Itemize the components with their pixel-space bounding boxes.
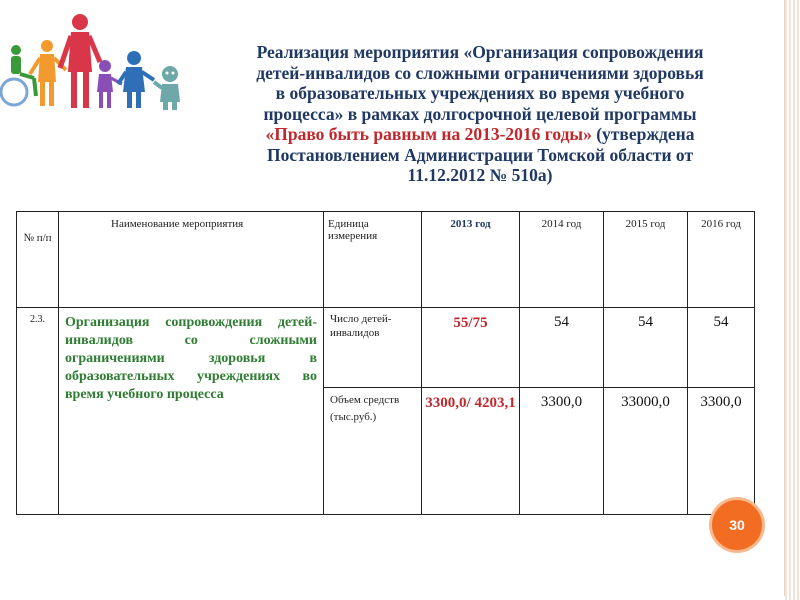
value-2015-children: 54 xyxy=(604,308,688,388)
red-figure xyxy=(60,14,100,108)
header-unit: Единица измерения xyxy=(324,212,422,308)
value-2014-children: 54 xyxy=(520,308,604,388)
slide-title xyxy=(200,42,760,186)
orange-figure xyxy=(30,40,66,106)
title-line xyxy=(200,124,760,145)
header-num: № п/п xyxy=(17,212,59,308)
header-2014: 2014 год xyxy=(520,212,604,308)
title-line: 11.12.2012 № 510а) xyxy=(407,165,553,185)
value-2016-children: 54 xyxy=(688,308,755,388)
measure-name: Организация сопровождения детей-инвалидов со сложными ограничениями здоровья в образовательных учреждениях во время учебного процесса xyxy=(59,308,324,515)
program-name: «Право быть равным на 2013-2016 годы» xyxy=(265,124,592,144)
unit-children: Число детей-инвалидов xyxy=(324,308,422,388)
decorative-border xyxy=(785,0,800,600)
row-number: 2.3. xyxy=(17,308,59,515)
title-line: в образовательных учреждениях во время учебного xyxy=(275,83,685,103)
title-line: процесса» в рамках долгосрочной целевой программы xyxy=(263,103,697,124)
page-number-badge: 30 xyxy=(712,500,762,550)
value-2014-funds: 3300,0 xyxy=(520,388,604,515)
teal-figure xyxy=(154,66,180,110)
value-2013-children: 55/75 xyxy=(422,308,520,388)
title-line-rest: (утверждена xyxy=(591,124,695,144)
table-row xyxy=(17,308,755,388)
people-illustration xyxy=(0,12,195,112)
title-line: Реализация мероприятия «Организация сопровождения xyxy=(256,42,704,62)
table-header-row xyxy=(17,212,755,308)
header-2016: 2016 год xyxy=(688,212,755,308)
header-name: Наименование мероприятия xyxy=(59,212,324,308)
header-2013: 2013 год xyxy=(422,212,520,308)
value-2016-funds: 3300,0 xyxy=(688,388,755,515)
wheelchair-figure xyxy=(1,45,36,105)
unit-funds: Объем средств (тыс.руб.) xyxy=(324,388,422,515)
blue-figure xyxy=(118,51,154,108)
title-line: детей-инвалидов со сложными ограничениями здоровья xyxy=(256,62,704,83)
header-2015: 2015 год xyxy=(604,212,688,308)
measures-table xyxy=(16,211,755,515)
value-2015-funds: 33000,0 xyxy=(604,388,688,515)
value-2013-funds: 3300,0/ 4203,1 xyxy=(422,388,520,515)
title-line: Постановлением Администрации Томской области от xyxy=(266,144,694,165)
